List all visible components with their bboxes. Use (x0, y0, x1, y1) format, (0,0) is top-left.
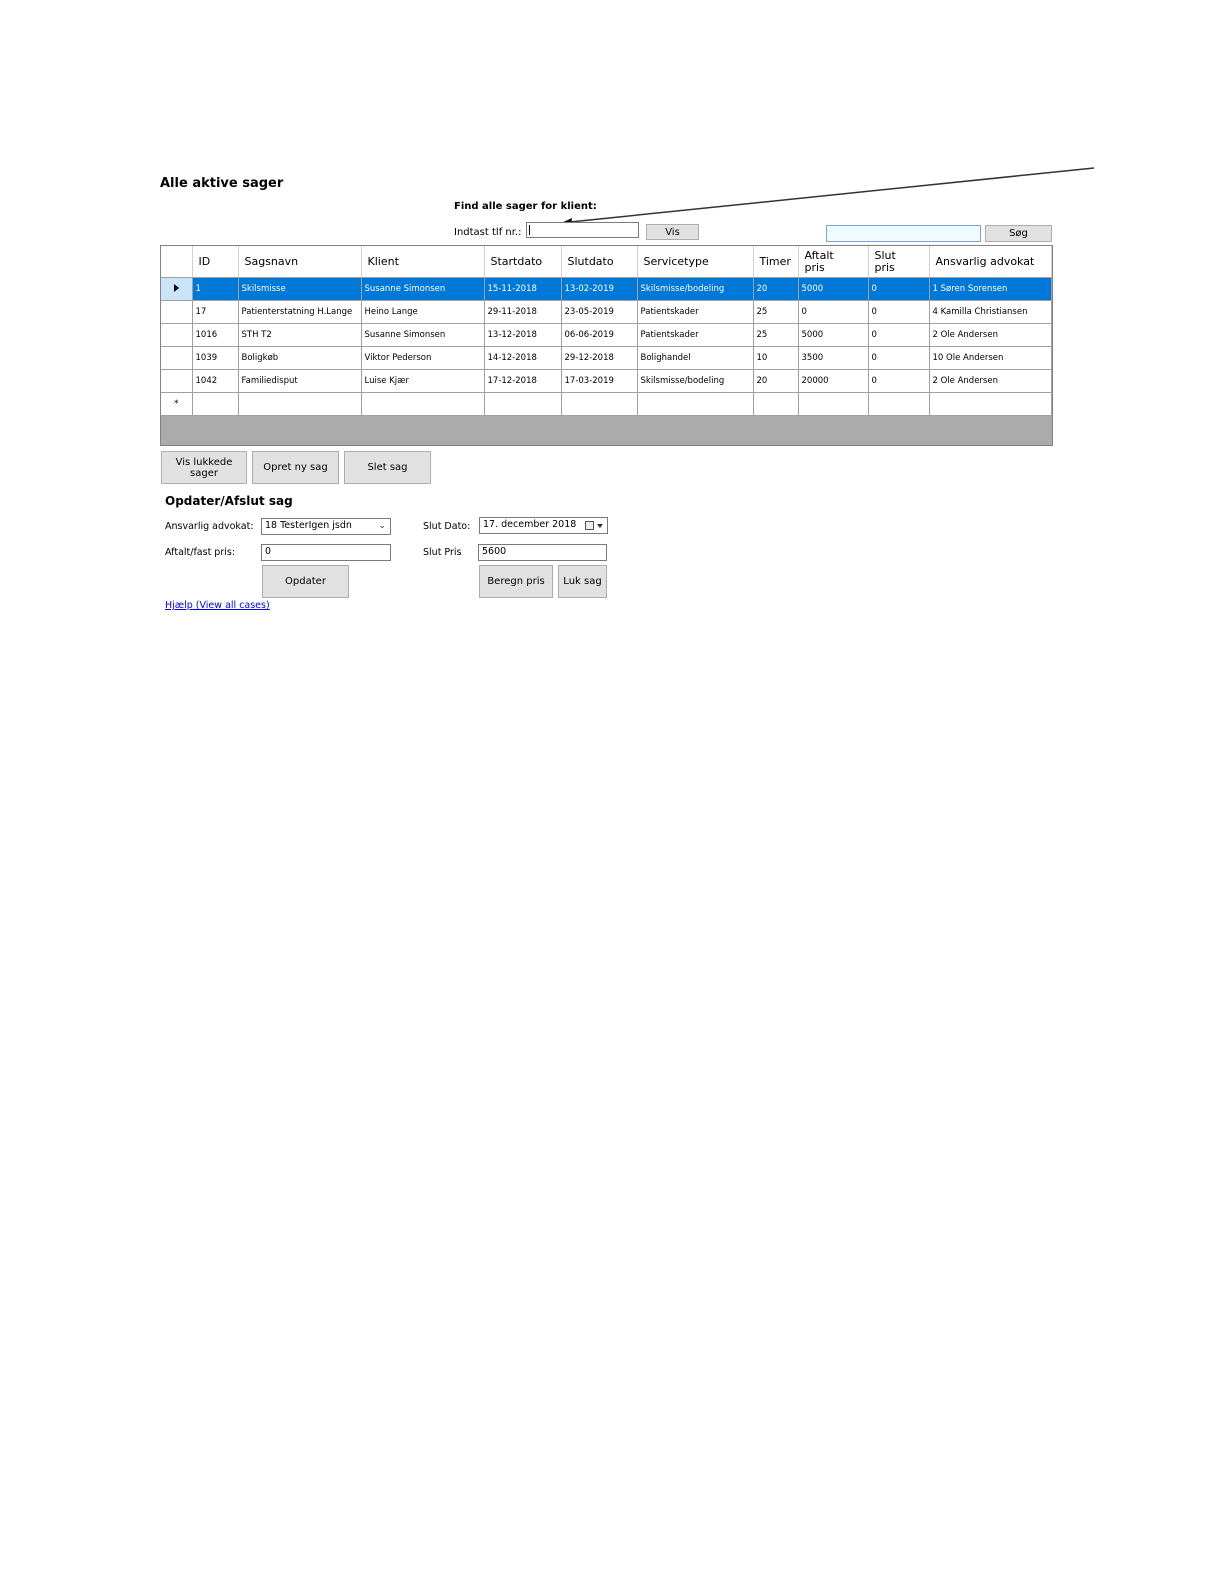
cell-slutdato[interactable]: 13-02-2019 (561, 278, 637, 301)
column-header[interactable]: Startdato (484, 246, 561, 278)
annotation-arrow (0, 0, 1224, 260)
new-cell[interactable] (868, 393, 929, 416)
update-section-title: Opdater/Afslut sag (165, 494, 293, 508)
column-header[interactable]: Slut pris (868, 246, 929, 278)
search-button[interactable]: Søg (985, 225, 1052, 242)
calculate-price-button[interactable]: Beregn pris (479, 565, 553, 598)
header-row (161, 246, 1051, 278)
new-cell[interactable] (929, 393, 1051, 416)
triangle-right-icon (174, 284, 179, 292)
cell-advokat[interactable]: 4 Kamilla Christiansen (929, 301, 1051, 324)
cell-slutdato[interactable]: 17-03-2019 (561, 370, 637, 393)
calendar-icon (585, 521, 594, 530)
column-header[interactable]: Slutdato (561, 246, 637, 278)
chevron-down-icon: ⌄ (378, 521, 386, 531)
column-header[interactable]: ID (192, 246, 238, 278)
new-cell[interactable] (561, 393, 637, 416)
table-row[interactable] (161, 347, 1051, 370)
row-header-corner (161, 246, 192, 278)
cell-sagsnavn[interactable]: Familiedisput (238, 370, 361, 393)
row-selector[interactable] (161, 324, 192, 347)
cell-sagsnavn[interactable]: Patienterstatning H.Lange (238, 301, 361, 324)
close-case-button[interactable]: Luk sag (558, 565, 607, 598)
cell-servicetype[interactable]: Patientskader (637, 324, 753, 347)
cell-aftalt-pris[interactable]: 5000 (798, 278, 868, 301)
cell-id[interactable]: 1016 (192, 324, 238, 347)
create-case-button[interactable]: Opret ny sag (252, 451, 339, 484)
cell-sagsnavn[interactable]: Boligkøb (238, 347, 361, 370)
row-selector[interactable] (161, 301, 192, 324)
slut-pris-field[interactable] (478, 544, 607, 561)
new-cell[interactable] (637, 393, 753, 416)
cell-klient[interactable]: Susanne Simonsen (361, 278, 484, 301)
cell-slut-pris[interactable]: 0 (868, 301, 929, 324)
table-row[interactable] (161, 278, 1051, 301)
cell-startdato[interactable]: 29-11-2018 (484, 301, 561, 324)
page-title: Alle aktive sager (160, 176, 284, 191)
find-client-title: Find alle sager for klient: (454, 201, 597, 212)
cell-sagsnavn[interactable]: STH T2 (238, 324, 361, 347)
slut-pris-field-value: 5600 (482, 546, 507, 557)
new-cell[interactable] (238, 393, 361, 416)
cell-aftalt-pris[interactable]: 3500 (798, 347, 868, 370)
update-button[interactable]: Opdater (262, 565, 349, 598)
cell-startdato[interactable]: 15-11-2018 (484, 278, 561, 301)
show-closed-cases-button[interactable]: Vis lukkede sager (161, 451, 247, 484)
cell-timer[interactable]: 10 (753, 347, 798, 370)
cell-slutdato[interactable]: 23-05-2019 (561, 301, 637, 324)
row-selector[interactable] (161, 370, 192, 393)
cell-servicetype[interactable]: Bolighandel (637, 347, 753, 370)
vis-button[interactable]: Vis (646, 224, 699, 240)
cell-slut-pris[interactable]: 0 (868, 370, 929, 393)
column-header[interactable]: Servicetype (637, 246, 753, 278)
slut-dato-picker[interactable] (479, 517, 608, 534)
search-input[interactable] (826, 225, 981, 242)
cell-slutdato[interactable]: 06-06-2019 (561, 324, 637, 347)
cell-timer[interactable]: 25 (753, 324, 798, 347)
advokat-label: Ansvarlig advokat: (165, 521, 254, 532)
column-header[interactable]: Ansvarlig advokat (929, 246, 1051, 278)
cell-startdato[interactable]: 14-12-2018 (484, 347, 561, 370)
cell-timer[interactable]: 25 (753, 301, 798, 324)
new-cell[interactable] (798, 393, 868, 416)
cell-id[interactable]: 1042 (192, 370, 238, 393)
cell-id[interactable]: 17 (192, 301, 238, 324)
help-link[interactable]: Hjælp (View all cases) (165, 600, 270, 611)
cell-aftalt-pris[interactable]: 0 (798, 301, 868, 324)
phone-input[interactable] (526, 222, 639, 238)
column-header[interactable]: Klient (361, 246, 484, 278)
column-header[interactable]: Sagsnavn (238, 246, 361, 278)
cell-klient[interactable]: Luise Kjær (361, 370, 484, 393)
cell-advokat[interactable]: 10 Ole Andersen (929, 347, 1051, 370)
cases-grid[interactable] (160, 245, 1053, 446)
table-row[interactable] (161, 301, 1051, 324)
cell-startdato[interactable]: 13-12-2018 (484, 324, 561, 347)
new-row[interactable] (161, 393, 1051, 416)
cell-slutdato[interactable]: 29-12-2018 (561, 347, 637, 370)
new-cell[interactable] (192, 393, 238, 416)
cell-timer[interactable]: 20 (753, 370, 798, 393)
new-cell[interactable] (753, 393, 798, 416)
column-header[interactable]: Aftalt pris (798, 246, 868, 278)
advokat-select-value: 18 TesterIgen jsdn (265, 520, 352, 531)
cell-slut-pris[interactable]: 0 (868, 324, 929, 347)
cell-id[interactable]: 1 (192, 278, 238, 301)
cell-advokat[interactable]: 1 Søren Sorensen (929, 278, 1051, 301)
column-header[interactable]: Timer (753, 246, 798, 278)
cell-slut-pris[interactable]: 0 (868, 278, 929, 301)
dropdown-arrow-icon (597, 524, 603, 528)
cell-klient[interactable]: Susanne Simonsen (361, 324, 484, 347)
cell-klient[interactable]: Heino Lange (361, 301, 484, 324)
cell-id[interactable]: 1039 (192, 347, 238, 370)
phone-label: Indtast tlf nr.: (454, 227, 522, 238)
cell-startdato[interactable]: 17-12-2018 (484, 370, 561, 393)
cell-advokat[interactable]: 2 Ole Andersen (929, 370, 1051, 393)
table-row[interactable] (161, 370, 1051, 393)
new-row-marker[interactable]: * (161, 393, 192, 416)
advokat-select[interactable] (261, 518, 391, 535)
new-cell[interactable] (484, 393, 561, 416)
cases-table (161, 246, 1052, 416)
pris-field[interactable] (261, 544, 391, 561)
cell-advokat[interactable]: 2 Ole Andersen (929, 324, 1051, 347)
row-selector[interactable] (161, 347, 192, 370)
row-selector[interactable] (161, 278, 192, 301)
cell-klient[interactable]: Viktor Pederson (361, 347, 484, 370)
slut-dato-value: 17. december 2018 (483, 519, 577, 530)
new-cell[interactable] (361, 393, 484, 416)
pris-label: Aftalt/fast pris: (165, 547, 236, 558)
cell-servicetype[interactable]: Skilsmisse/bodeling (637, 278, 753, 301)
cell-aftalt-pris[interactable]: 5000 (798, 324, 868, 347)
cell-servicetype[interactable]: Patientskader (637, 301, 753, 324)
pris-field-value: 0 (265, 546, 272, 557)
cell-aftalt-pris[interactable]: 20000 (798, 370, 868, 393)
cell-slut-pris[interactable]: 0 (868, 347, 929, 370)
cell-timer[interactable]: 20 (753, 278, 798, 301)
delete-case-button[interactable]: Slet sag (344, 451, 431, 484)
cell-sagsnavn[interactable]: Skilsmisse (238, 278, 361, 301)
cell-servicetype[interactable]: Skilsmisse/bodeling (637, 370, 753, 393)
text-caret (529, 225, 530, 235)
table-row[interactable] (161, 324, 1051, 347)
slut-dato-label: Slut Dato: (423, 521, 471, 532)
slut-pris-label: Slut Pris (423, 547, 462, 558)
